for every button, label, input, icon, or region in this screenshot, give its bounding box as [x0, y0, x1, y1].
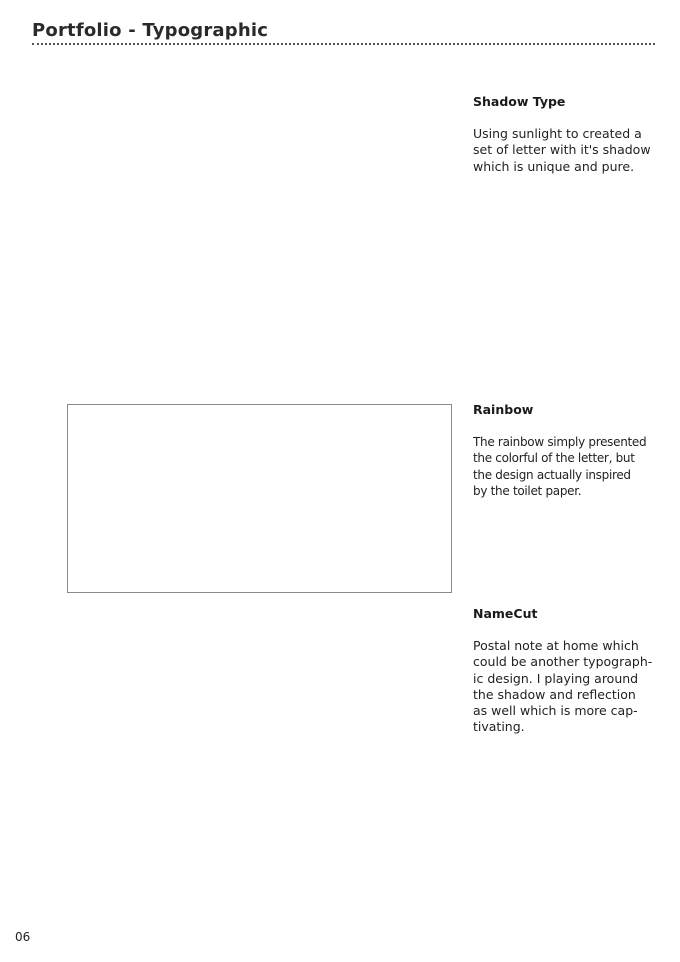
section-heading: NameCut: [473, 606, 538, 621]
section-rainbow: [473, 402, 663, 499]
page-number: 06: [15, 930, 31, 944]
section-shadow-type: [473, 94, 663, 175]
section-description: Postal note at home which could be another typograph- ic design. I playing around the shadow and reflection as well which is more cap- tivating.: [473, 638, 653, 735]
section-heading: Shadow Type: [473, 94, 566, 109]
section-namecut: [473, 606, 663, 736]
section-description: Using sunlight to created a set of letter with it's shadow which is unique and pure.: [473, 126, 651, 174]
page-title: Portfolio - Typographic: [32, 20, 269, 41]
image-placeholder-frame: [67, 404, 452, 593]
dotted-divider: [32, 43, 655, 45]
section-description: The rainbow simply presented the colorful of the letter, but the design actually inspired by the toilet paper.: [473, 435, 647, 498]
section-heading: Rainbow: [473, 402, 534, 417]
